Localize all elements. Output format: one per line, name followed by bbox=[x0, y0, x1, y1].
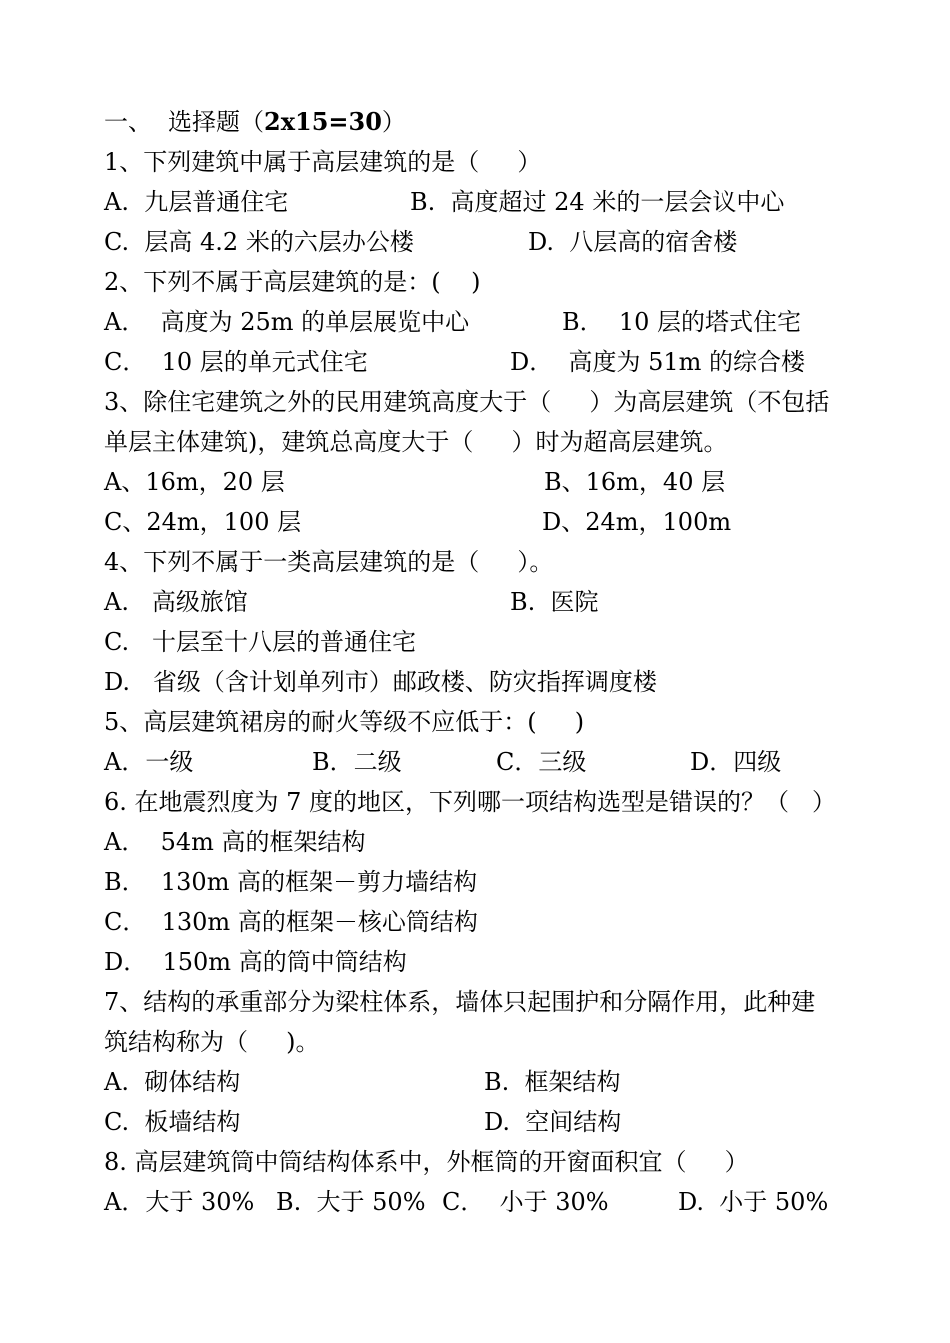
q1-option-c: C. 层高 4.2 米的六层办公楼 bbox=[104, 228, 414, 256]
q3-option-b: B、16m，40 层 bbox=[544, 468, 726, 496]
q3-option-c: C、24m，100 层 bbox=[104, 508, 302, 536]
q3-option-d: D、24m，100m bbox=[542, 508, 732, 536]
q2-option-a: A． 高度为 25m 的单层展览中心 bbox=[104, 308, 470, 336]
section-score: 2x15=30 bbox=[264, 107, 382, 136]
q8-option-a: A．大于 30% bbox=[104, 1188, 255, 1216]
question-8-stem: 8. 高层建筑筒中筒结构体系中，外框筒的开窗面积宜（ ） bbox=[104, 1148, 749, 1176]
q6-option-c: C． 130m 高的框架－核心筒结构 bbox=[104, 908, 478, 936]
q2-option-d: D． 高度为 51m 的综合楼 bbox=[510, 348, 806, 376]
q4-option-a: A. 高级旅馆 bbox=[104, 588, 248, 616]
section-title: 选择题（2x15=30） bbox=[168, 107, 406, 136]
q6-option-b: B． 130m 高的框架－剪力墙结构 bbox=[104, 868, 478, 896]
q1-option-a: A. 九层普通住宅 bbox=[104, 188, 289, 216]
q1-option-b: B. 高度超过 24 米的一层会议中心 bbox=[410, 188, 785, 216]
q5-option-b: B．二级 bbox=[312, 748, 402, 776]
q8-option-b: B. 大于 50% bbox=[276, 1188, 426, 1216]
q5-option-c: C．三级 bbox=[496, 748, 587, 776]
section-number: 一、 bbox=[104, 108, 152, 136]
q5-option-a: A．一级 bbox=[104, 748, 194, 776]
q4-option-c: C. 十层至十八层的普通住宅 bbox=[104, 628, 417, 656]
q4-option-d: D. 省级（含计划单列市）邮政楼、防灾指挥调度楼 bbox=[104, 668, 657, 696]
question-2-stem: 2、下列不属于高层建筑的是：( ) bbox=[104, 268, 481, 296]
question-3-stem-line-2: 单层主体建筑)，建筑总高度大于（ ）时为超高层建筑。 bbox=[104, 428, 728, 456]
q7-option-d: D. 空间结构 bbox=[484, 1108, 622, 1136]
question-7-stem-line-1: 7、结构的承重部分为梁柱体系，墙体只起围护和分隔作用，此种建 bbox=[104, 988, 816, 1016]
question-4-stem: 4、下列不属于一类高层建筑的是（ ）。 bbox=[104, 548, 554, 576]
q6-option-d: D． 150m 高的筒中筒结构 bbox=[104, 948, 407, 976]
q2-option-c: C． 10 层的单元式住宅 bbox=[104, 348, 368, 376]
question-7-stem-line-2: 筑结构称为（ )。 bbox=[104, 1028, 320, 1056]
question-5-stem: 5、高层建筑裙房的耐火等级不应低于：( ) bbox=[104, 708, 585, 736]
q5-option-d: D．四级 bbox=[690, 748, 782, 776]
question-1-stem: 1、下列建筑中属于高层建筑的是（ ） bbox=[104, 148, 542, 176]
q3-option-a: A、16m，20 层 bbox=[104, 468, 285, 496]
q6-option-a: A． 54m 高的框架结构 bbox=[104, 828, 366, 856]
q7-option-c: C. 板墙结构 bbox=[104, 1108, 241, 1136]
question-3-stem-line-1: 3、除住宅建筑之外的民用建筑高度大于（ ）为高层建筑（不包括 bbox=[104, 388, 830, 416]
q4-option-b: B. 医院 bbox=[510, 588, 599, 616]
q8-option-c: C． 小于 30% bbox=[442, 1188, 609, 1216]
q7-option-b: B. 框架结构 bbox=[484, 1068, 621, 1096]
q7-option-a: A. 砌体结构 bbox=[104, 1068, 241, 1096]
q8-option-d: D. 小于 50% bbox=[678, 1188, 829, 1216]
q1-option-d: D. 八层高的宿舍楼 bbox=[528, 228, 738, 256]
question-6-stem: 6. 在地震烈度为 7 度的地区，下列哪一项结构选型是错误的？（ ） bbox=[104, 788, 836, 816]
q2-option-b: B． 10 层的塔式住宅 bbox=[562, 308, 802, 336]
